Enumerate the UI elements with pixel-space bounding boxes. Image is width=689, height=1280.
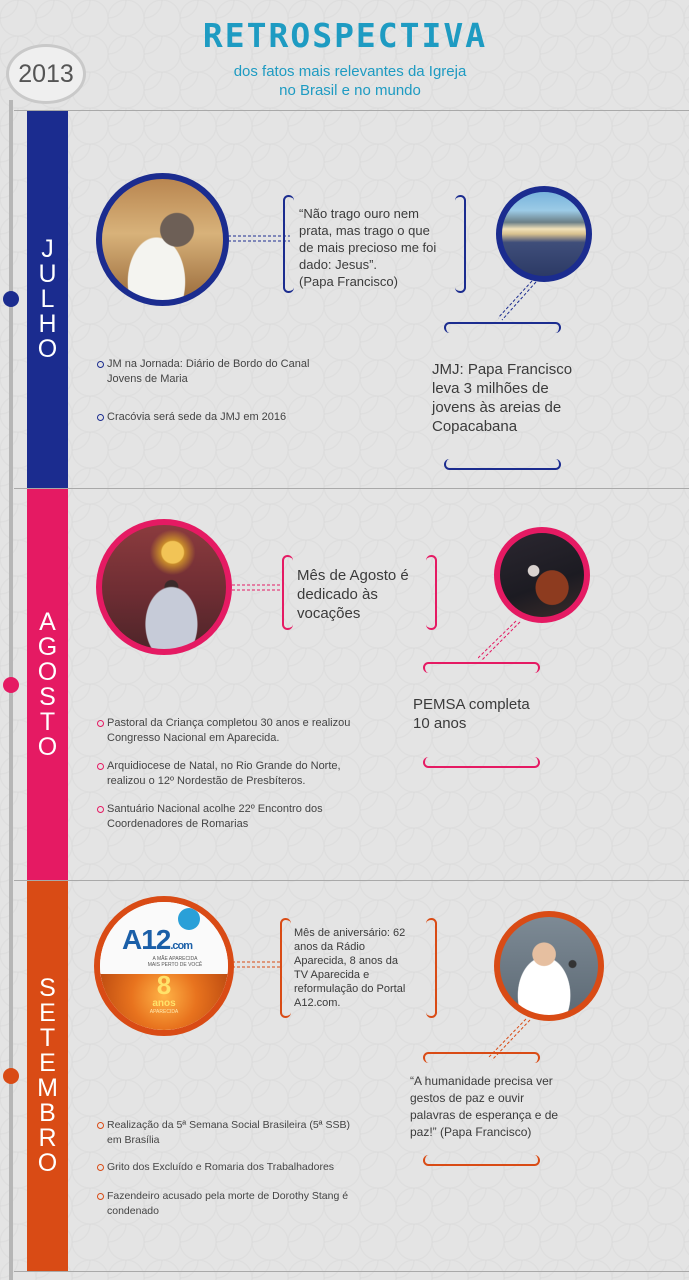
quote-line: Aparecida, 8 anos da (294, 955, 398, 967)
month-letter: R (38, 1124, 57, 1152)
connector-line (232, 958, 282, 972)
logo-tagline (130, 956, 220, 968)
month-letter: M (37, 1074, 58, 1102)
highlight-line: palavras de esperança e de (410, 1108, 559, 1122)
list-item (97, 1118, 407, 1148)
month-letter: E (39, 999, 56, 1027)
section-divider (14, 488, 689, 489)
section-divider (14, 880, 689, 881)
quote-julho (299, 205, 459, 290)
month-letter: S (39, 682, 56, 711)
list-item (97, 1189, 407, 1219)
list-item (97, 357, 387, 387)
highlight-line: “A humanidade precisa ver (410, 1074, 553, 1088)
quote-bracket-left (280, 918, 291, 1018)
logo-bottom (100, 969, 228, 1030)
photo-a12-logo (94, 896, 234, 1036)
list-item-text: Fazendeiro acusado pela morte de Dorothy Stang é (107, 1190, 349, 1202)
quote-bracket-left (282, 555, 293, 630)
month-letter: G (37, 632, 58, 661)
logo-tagline-line: MAIS PERTO DE VOCÊ (147, 962, 203, 968)
logo-anniversary-sub: APARECIDA (149, 1008, 179, 1015)
timeline-dot-julho (3, 291, 19, 307)
logo-brand-suffix: .com (170, 940, 193, 952)
list-item-text: Arquidiocese de Natal, no Rio Grande do Norte, (107, 760, 341, 772)
list-item-text: Santuário Nacional acolhe 22º Encontro dos (107, 803, 323, 815)
quote-line: de mais precioso me foi (299, 240, 437, 255)
quote-line: prata, mas trago o que (299, 223, 430, 238)
highlight-bracket-bottom (423, 757, 540, 768)
list-item-text: Grito dos Excluído e Romaria dos Trabalhadores (107, 1161, 335, 1173)
month-band-julho (27, 111, 68, 488)
quote-setembro (294, 926, 434, 1010)
highlight-line: jovens às areias de (432, 399, 562, 416)
list-item (97, 716, 407, 746)
highlight-bracket-top (423, 662, 540, 673)
highlight-line: JMJ: Papa Francisco (432, 361, 573, 378)
section-divider (14, 1271, 689, 1272)
list-item-text: Pastoral da Criança completou 30 anos e realizou (107, 717, 351, 729)
quote-line: TV Aparecida e (294, 969, 370, 981)
connector-line (228, 232, 290, 246)
timeline-dot-agosto (3, 677, 19, 693)
quote-line: dedicado às (297, 586, 378, 603)
list-item-text: condenado (107, 1205, 159, 1217)
month-letter: L (40, 285, 55, 313)
quote-line: Mês de aniversário: 62 (294, 927, 406, 939)
highlight-bracket-bottom (423, 1155, 540, 1166)
month-label (37, 607, 58, 761)
quote-bracket-left (283, 195, 294, 293)
connector-line (498, 280, 538, 322)
year-label: 2013 (18, 59, 74, 88)
month-letter: O (37, 657, 58, 686)
section-divider (14, 110, 689, 111)
page-subtitle (190, 62, 510, 100)
month-label (37, 976, 58, 1176)
month-letter: S (39, 974, 56, 1002)
connector-line (232, 581, 282, 595)
subtitle-line: no Brasil e no mundo (279, 82, 421, 99)
list-item-text: JM na Jornada: Diário de Bordo do Canal (107, 358, 310, 370)
logo-tagline-line: A MÃE APARECIDA (152, 956, 198, 962)
photo-pope-statue (96, 173, 229, 306)
highlight-bracket-bottom (444, 459, 561, 470)
logo-anniversary-word: anos (152, 997, 176, 1009)
connector-line (478, 620, 522, 662)
year-badge (6, 44, 86, 104)
list-item-text: em Brasília (107, 1134, 160, 1146)
month-letter: A (39, 607, 56, 636)
month-letter: O (37, 1149, 58, 1177)
month-band-setembro (27, 881, 68, 1271)
highlight-julho (432, 360, 632, 436)
list-item (97, 410, 387, 425)
highlight-line: PEMSA completa (413, 696, 530, 713)
month-letter: H (38, 310, 57, 338)
quote-line: vocações (297, 605, 361, 622)
list-item-text: Realização da 5ª Semana Social Brasileira (5ª SSB) (107, 1119, 350, 1131)
quote-line: dado: Jesus”. (299, 257, 378, 272)
photo-monstrance (96, 519, 232, 655)
quote-line: Mês de Agosto é (297, 567, 409, 584)
highlight-line: paz!” (Papa Francisco) (410, 1125, 532, 1139)
logo-drop-icon (178, 908, 200, 930)
quote-line: anos da Rádio (294, 941, 365, 953)
month-letter: E (39, 1049, 56, 1077)
month-letter: O (37, 732, 58, 761)
highlight-line: 10 anos (413, 715, 467, 732)
list-item-text: Congresso Nacional em Aparecida. (107, 732, 280, 744)
month-label (38, 237, 57, 362)
quote-line: reformulação do Portal (294, 983, 406, 995)
highlight-bracket-top (423, 1052, 540, 1063)
timeline-dot-setembro (3, 1068, 19, 1084)
list-item-text: Coordenadores de Romarias (107, 818, 249, 830)
page-title: RETROSPECTIVA (202, 16, 488, 55)
logo-brand-text: A12 (122, 924, 171, 955)
month-letter: T (39, 707, 56, 736)
highlight-line: gestos de paz e ouvir (410, 1091, 525, 1105)
photo-pope-microphone (494, 911, 604, 1021)
month-letter: U (38, 260, 57, 288)
highlight-agosto (413, 695, 613, 733)
list-item (97, 759, 407, 789)
quote-bracket-right (426, 555, 437, 630)
month-letter: B (39, 1099, 56, 1127)
quote-line: “Não trago ouro nem (299, 206, 419, 221)
quote-line: A12.com. (294, 997, 341, 1009)
photo-copacabana (496, 186, 592, 282)
logo-anniversary-number: 8 (156, 969, 172, 1000)
subtitle-line: dos fatos mais relevantes da Igreja (233, 63, 467, 80)
list-item-text: Jovens de Maria (107, 373, 188, 385)
photo-orchestra (494, 527, 590, 623)
list-item-text: realizou o 12º Nordestão de Presbíteros. (107, 775, 306, 787)
highlight-line: Copacabana (432, 418, 518, 435)
highlight-setembro (410, 1073, 610, 1141)
highlight-line: leva 3 milhões de (432, 380, 549, 397)
month-letter: J (41, 235, 54, 263)
month-letter: T (39, 1024, 56, 1052)
month-band-agosto (27, 489, 68, 880)
list-item (97, 1160, 407, 1175)
quote-line: (Papa Francisco) (299, 274, 398, 289)
list-item (97, 802, 407, 832)
logo-brand (122, 924, 192, 956)
list-item-text: Cracóvia será sede da JMJ em 2016 (107, 411, 287, 423)
highlight-bracket-top (444, 322, 561, 333)
quote-agosto (297, 566, 427, 623)
month-letter: O (37, 335, 58, 363)
